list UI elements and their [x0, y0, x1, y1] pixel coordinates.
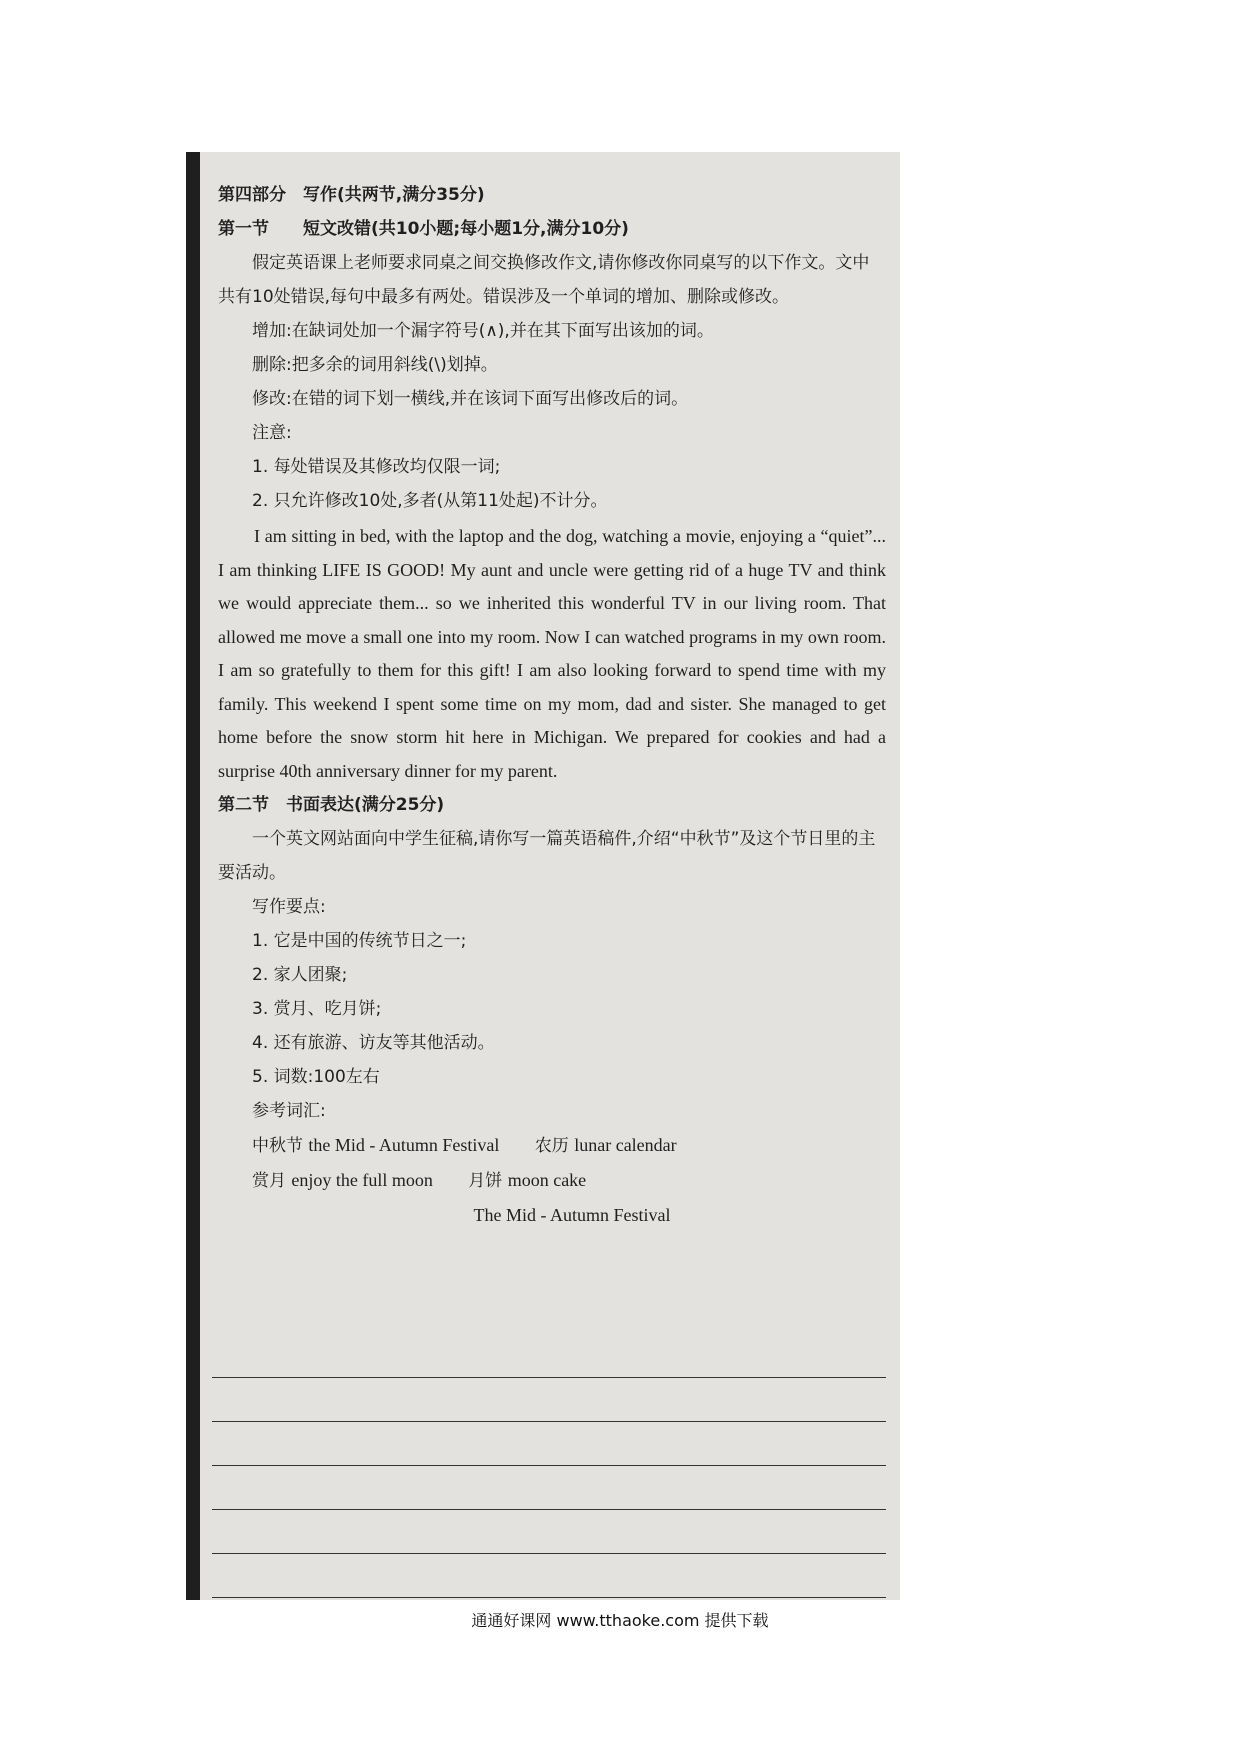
answer-line — [212, 1334, 886, 1378]
answer-line — [212, 1378, 886, 1422]
writing-point: 1. 它是中国的传统节日之一; — [252, 931, 467, 951]
section1-heading: 第一节 短文改错(共10小题;每小题1分,满分10分) — [218, 219, 629, 239]
section1-instructions: 假定英语课上老师要求同桌之间交换修改作文,请你修改你同桌写的以下作文。文中共有10处错误,每句中最多有两处。错误涉及一个单词的增加、删除或修改。 — [218, 253, 870, 307]
vocab-cn: 赏月 — [252, 1171, 286, 1191]
essay-title: The Mid - Autumn Festival — [473, 1205, 671, 1225]
vocab-row-2 — [218, 1163, 886, 1198]
exam-content — [218, 178, 886, 1232]
delete-rule: 删除:把多余的词用斜线(\)划掉。 — [252, 355, 498, 375]
writing-point: 3. 赏月、吃月饼; — [252, 999, 382, 1019]
writing-point: 2. 家人团聚; — [252, 965, 348, 985]
note-1: 1. 每处错误及其修改均仅限一词; — [252, 457, 501, 477]
vocab-row-1 — [218, 1128, 886, 1163]
vocab-en: enjoy the full moon — [291, 1170, 433, 1190]
answer-line — [212, 1422, 886, 1466]
writing-point: 5. 词数:100左右 — [252, 1067, 380, 1087]
add-rule: 增加:在缺词处加一个漏字符号(∧),并在其下面写出该加的词。 — [252, 321, 714, 341]
note-2: 2. 只允许修改10处,多者(从第11处起)不计分。 — [252, 491, 608, 511]
answer-line — [212, 1466, 886, 1510]
points-label: 写作要点: — [252, 897, 326, 917]
section2-heading: 第二节 书面表达(满分25分) — [218, 795, 445, 815]
scanned-exam-page — [186, 152, 900, 1600]
download-footer: 通通好课网 www.tthaoke.com 提供下载 — [471, 1611, 769, 1630]
vocab-en: moon cake — [507, 1170, 587, 1190]
vocab-cn: 中秋节 — [252, 1136, 303, 1156]
answer-lines — [212, 1334, 886, 1598]
error-correction-passage: I am sitting in bed, with the laptop and the dog, watching a movie, enjoying a “quiet”... I am thinking LIFE IS GOOD! My aunt and uncle were getting rid of a huge TV and think we would appreciate them... so we inherited this wonderful TV in our living room. That allowed me move a small one into my room. Now I can watched programs in my own room. I am so gratefully to them for this gift! I am also looking forward to spend time with my family. This weekend I spent some time on my mom, dad and sister. She managed to get home before the snow storm hit here in Michigan. We prepared for cookies and had a surprise 40th anniversary dinner for my parent. — [218, 526, 886, 781]
vocab-label: 参考词汇: — [252, 1101, 326, 1121]
writing-task: 一个英文网站面向中学生征稿,请你写一篇英语稿件,介绍“中秋节”及这个节日里的主要活动。 — [218, 829, 876, 883]
vocab-en: lunar calendar — [574, 1135, 677, 1155]
part-heading: 第四部分 写作(共两节,满分35分) — [218, 185, 485, 205]
writing-point: 4. 还有旅游、访友等其他活动。 — [252, 1033, 495, 1053]
vocab-cn: 月饼 — [468, 1171, 503, 1191]
modify-rule: 修改:在错的词下划一横线,并在该词下面写出修改后的词。 — [252, 389, 689, 409]
vocab-en: the Mid - Autumn Festival — [308, 1135, 500, 1155]
notes-label: 注意: — [252, 423, 292, 443]
answer-line — [212, 1554, 886, 1598]
answer-line — [212, 1510, 886, 1554]
vocab-cn: 农历 — [534, 1136, 569, 1156]
